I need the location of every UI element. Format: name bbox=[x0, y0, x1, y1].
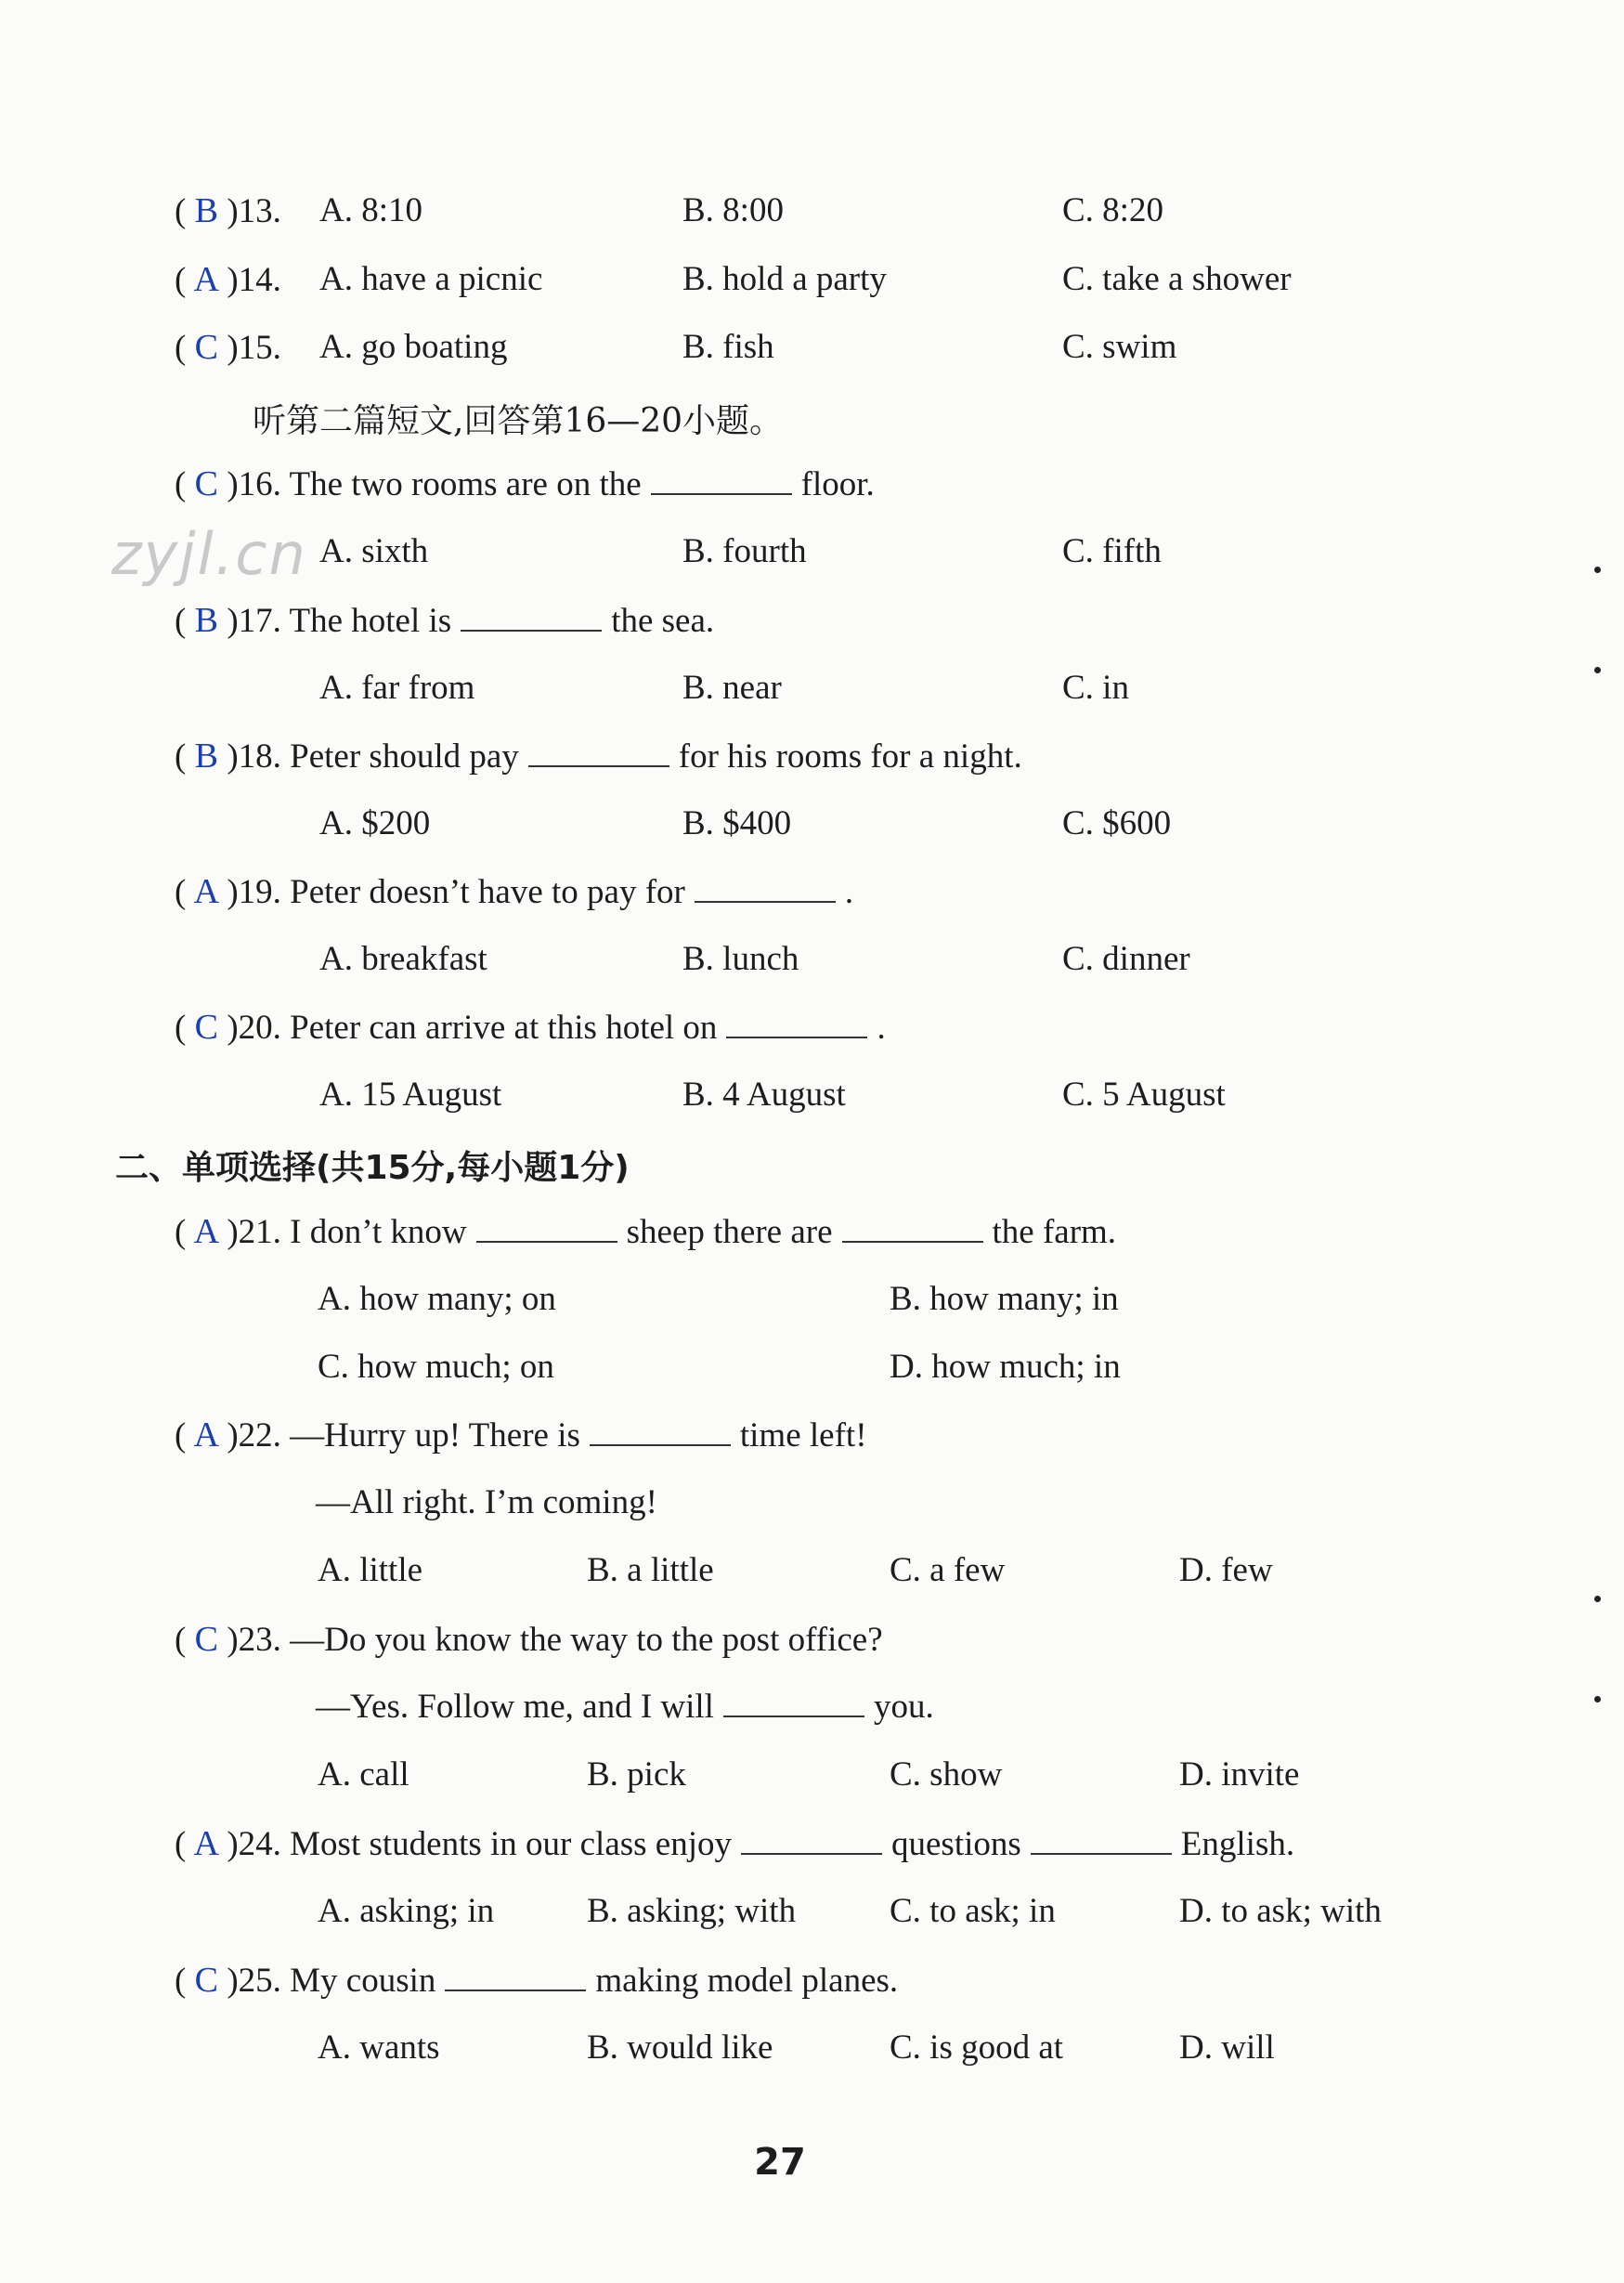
question-stem-end: the sea. bbox=[611, 602, 715, 640]
dialog-reply bbox=[316, 1689, 934, 1724]
question-stem: Peter should pay bbox=[290, 737, 519, 776]
question-stem-end: . bbox=[844, 873, 854, 911]
question-20: ( C )20. Peter can arrive at this hotel on . bbox=[175, 1008, 886, 1047]
question-13: ( B )13. bbox=[175, 191, 281, 230]
binding-dot bbox=[1594, 567, 1601, 573]
question-number: 18. bbox=[238, 737, 281, 776]
answer-mark: C bbox=[194, 464, 218, 503]
option-c: C. 8:20 bbox=[1062, 191, 1163, 229]
question-number: 16. bbox=[238, 465, 281, 503]
option-a: A. have a picnic bbox=[319, 260, 543, 298]
question-number: 15. bbox=[238, 329, 281, 367]
question-stem: Peter can arrive at this hotel on bbox=[290, 1009, 718, 1047]
question-number: 21. bbox=[238, 1213, 281, 1251]
question-number: 24. bbox=[238, 1825, 281, 1863]
watermark: zyjl.cn bbox=[111, 520, 307, 588]
question-number: 22. bbox=[238, 1416, 281, 1455]
answer-blank bbox=[528, 739, 669, 767]
question-16: ( C )16. The two rooms are on the floor. bbox=[175, 464, 875, 503]
dialog-reply-start: —Yes. Follow me, and I will bbox=[316, 1688, 714, 1726]
answer-mark: A bbox=[193, 260, 220, 299]
option-c: C. fifth bbox=[1062, 532, 1162, 570]
question-14: ( A )14. bbox=[175, 260, 281, 299]
option-a: A. call bbox=[318, 1755, 409, 1794]
question-stem-end: the farm. bbox=[992, 1213, 1117, 1251]
question-15: ( C )15. bbox=[175, 328, 281, 367]
question-21: ( A )21. I don’t know sheep there are the farm. bbox=[175, 1212, 1117, 1251]
option-b: B. near bbox=[682, 669, 782, 707]
question-number: 23. bbox=[238, 1621, 281, 1659]
question-stem-end: floor. bbox=[800, 465, 875, 503]
question-number: 17. bbox=[238, 602, 281, 640]
listening-instruction: 听第二篇短文,回答第16—20小题。 bbox=[253, 402, 784, 440]
option-c: C. to ask; in bbox=[890, 1892, 1056, 1930]
answer-blank bbox=[461, 604, 602, 632]
question-19: ( A )19. Peter doesn’t have to pay for . bbox=[175, 872, 854, 911]
option-a: A. $200 bbox=[319, 804, 431, 842]
question-25: ( C )25. My cousin making model planes. bbox=[175, 1961, 899, 2000]
option-d: D. few bbox=[1179, 1551, 1273, 1589]
option-c: C. dinner bbox=[1062, 940, 1190, 978]
answer-mark: A bbox=[193, 1212, 220, 1251]
option-b: B. how many; in bbox=[890, 1280, 1119, 1318]
answer-mark: C bbox=[194, 1620, 218, 1659]
option-c: C. $600 bbox=[1062, 804, 1172, 842]
option-c: C. show bbox=[890, 1755, 1003, 1794]
option-a: A. breakfast bbox=[319, 940, 487, 978]
answer-mark: A bbox=[193, 1824, 220, 1863]
answer-blank bbox=[723, 1689, 864, 1717]
question-stem: My cousin bbox=[290, 1962, 436, 2000]
option-b: B. hold a party bbox=[682, 260, 887, 298]
option-a: A. how many; on bbox=[318, 1280, 556, 1318]
option-b: B. lunch bbox=[682, 940, 799, 978]
option-b: B. 4 August bbox=[682, 1076, 846, 1114]
option-b: B. would like bbox=[587, 2029, 773, 2067]
option-c: C. 5 August bbox=[1062, 1076, 1226, 1114]
question-stem: —Do you know the way to the post office? bbox=[290, 1621, 883, 1659]
answer-mark: C bbox=[194, 1008, 218, 1047]
option-c: C. is good at bbox=[890, 2029, 1064, 2067]
question-22: ( A )22. —Hurry up! There is time left! bbox=[175, 1415, 867, 1455]
option-a: A. go boating bbox=[319, 328, 508, 366]
option-c: C. swim bbox=[1062, 328, 1177, 366]
option-a: A. little bbox=[318, 1551, 423, 1589]
option-c: C. in bbox=[1062, 669, 1129, 707]
option-d: D. will bbox=[1179, 2029, 1275, 2067]
dialog-reply-end: you. bbox=[873, 1688, 934, 1726]
answer-mark: C bbox=[194, 328, 218, 367]
option-b: B. fourth bbox=[682, 532, 807, 570]
section-title: 二、单项选择(共15分,每小题1分) bbox=[115, 1149, 630, 1187]
option-d: D. invite bbox=[1179, 1755, 1300, 1794]
question-stem-mid: sheep there are bbox=[626, 1213, 833, 1251]
question-24: ( A )24. Most students in our class enjoy questions English. bbox=[175, 1824, 1295, 1863]
option-a: A. 15 August bbox=[319, 1076, 502, 1114]
question-number: 20. bbox=[238, 1009, 281, 1047]
option-a: A. asking; in bbox=[318, 1892, 495, 1930]
option-c: C. how much; on bbox=[318, 1348, 554, 1386]
question-number: 13. bbox=[238, 192, 281, 230]
option-a: A. far from bbox=[319, 669, 475, 707]
answer-blank bbox=[695, 875, 836, 903]
question-number: 25. bbox=[238, 1962, 281, 2000]
question-stem-end: making model planes. bbox=[595, 1962, 899, 2000]
answer-mark: B bbox=[194, 601, 218, 640]
option-b: B. fish bbox=[682, 328, 774, 366]
option-a: A. 8:10 bbox=[319, 191, 422, 229]
option-c: C. a few bbox=[890, 1551, 1006, 1589]
question-17: ( B )17. The hotel is the sea. bbox=[175, 601, 715, 640]
option-b: B. a little bbox=[587, 1551, 714, 1589]
option-b: B. asking; with bbox=[587, 1892, 797, 1930]
answer-blank bbox=[1031, 1827, 1172, 1855]
question-number: 14. bbox=[238, 261, 281, 299]
question-stem-end: for his rooms for a night. bbox=[678, 737, 1022, 776]
dialog-reply: —All right. I’m coming! bbox=[316, 1483, 657, 1521]
answer-blank bbox=[445, 1963, 586, 1991]
answer-blank bbox=[651, 467, 792, 495]
option-b: B. $400 bbox=[682, 804, 792, 842]
question-stem: I don’t know bbox=[290, 1213, 467, 1251]
answer-mark: A bbox=[193, 1415, 220, 1455]
question-stem-end: English. bbox=[1180, 1825, 1295, 1863]
answer-mark: B bbox=[194, 191, 218, 230]
question-stem: Most students in our class enjoy bbox=[290, 1825, 732, 1863]
binding-dot bbox=[1594, 1696, 1601, 1702]
question-stem: The two rooms are on the bbox=[289, 465, 642, 503]
question-number: 19. bbox=[238, 873, 281, 911]
option-a: A. wants bbox=[318, 2029, 440, 2067]
answer-blank bbox=[842, 1215, 983, 1243]
question-stem: Peter doesn’t have to pay for bbox=[290, 873, 685, 911]
binding-dot bbox=[1594, 1596, 1601, 1602]
binding-dot bbox=[1594, 667, 1601, 673]
question-stem-end: time left! bbox=[739, 1416, 867, 1455]
answer-mark: A bbox=[193, 872, 220, 911]
option-d: D. to ask; with bbox=[1179, 1892, 1382, 1930]
page-number: 27 bbox=[754, 2141, 806, 2184]
answer-mark: B bbox=[194, 737, 218, 776]
option-a: A. sixth bbox=[319, 532, 429, 570]
answer-blank bbox=[726, 1011, 867, 1038]
option-b: B. 8:00 bbox=[682, 191, 784, 229]
question-stem-mid: questions bbox=[891, 1825, 1021, 1863]
answer-blank bbox=[741, 1827, 882, 1855]
question-23: ( C )23. —Do you know the way to the post office? bbox=[175, 1620, 883, 1659]
answer-blank bbox=[476, 1215, 617, 1243]
option-d: D. how much; in bbox=[890, 1348, 1121, 1386]
answer-mark: C bbox=[194, 1961, 218, 2000]
option-c: C. take a shower bbox=[1062, 260, 1292, 298]
answer-blank bbox=[590, 1418, 731, 1446]
question-stem: The hotel is bbox=[289, 602, 452, 640]
question-stem-end: . bbox=[877, 1009, 886, 1047]
question-stem: —Hurry up! There is bbox=[290, 1416, 580, 1455]
option-b: B. pick bbox=[587, 1755, 686, 1794]
question-18: ( B )18. Peter should pay for his rooms for a night. bbox=[175, 737, 1022, 776]
